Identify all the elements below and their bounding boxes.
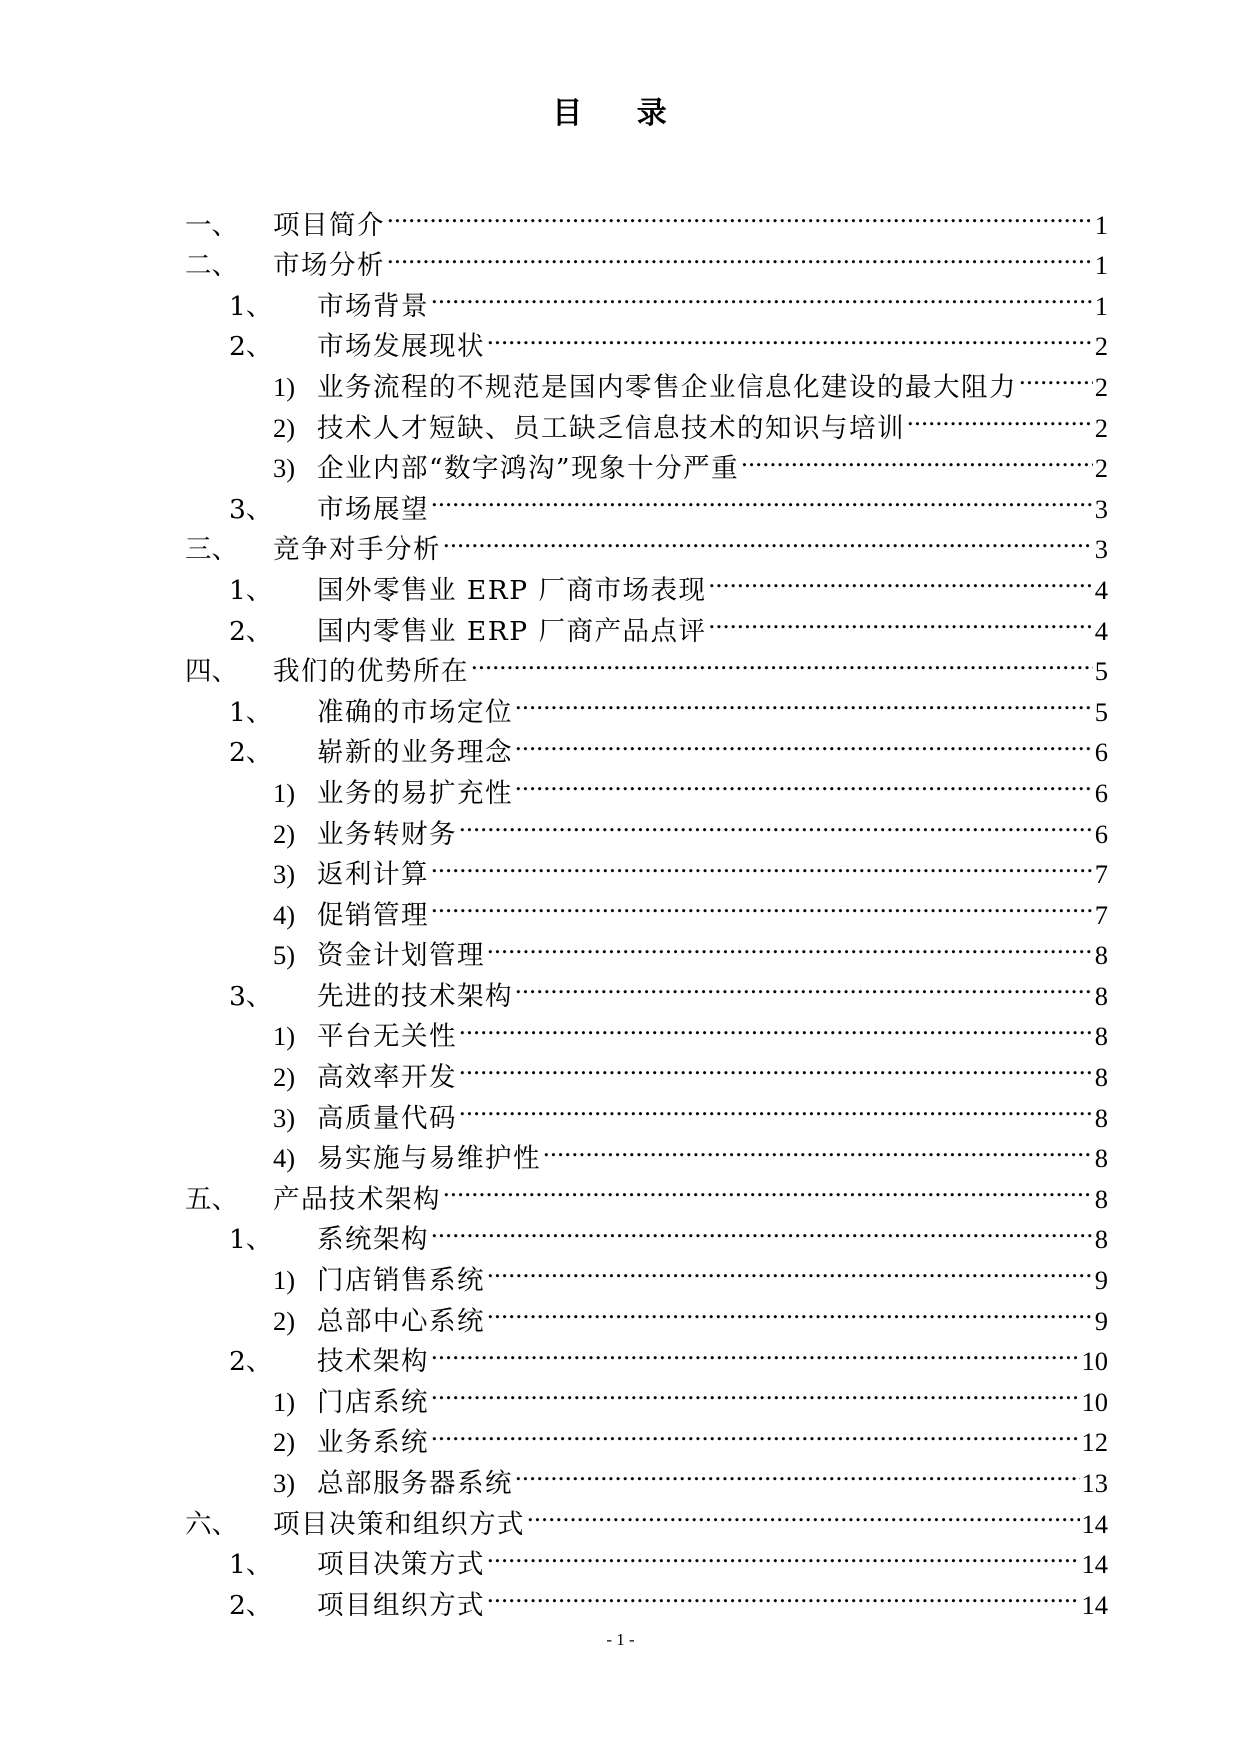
toc-dot-leader <box>387 193 1093 234</box>
toc-entry-title: 业务系统 <box>317 1427 429 1459</box>
toc-dot-leader <box>387 234 1093 275</box>
toc-entry-title: 总部服务器系统 <box>317 1468 513 1499</box>
toc-entry-number: 1、 <box>229 290 273 322</box>
toc-entry-title: 我们的优势所在 <box>273 656 469 688</box>
toc-entry-number: 2) <box>273 818 296 849</box>
toc-dot-leader <box>459 1005 1093 1046</box>
toc-entry-title: 技术人才短缺、员工缺乏信息技术的知识与培训 <box>317 412 905 444</box>
toc-entry-title: 平台无关性 <box>317 1021 457 1053</box>
toc-entry-page-number: 1 <box>1094 250 1108 281</box>
toc-entry-number: 1) <box>273 371 296 402</box>
toc-entry-page-number: 14 <box>1081 1508 1108 1539</box>
toc-entry-number: 1、 <box>229 1549 273 1581</box>
toc-dot-leader <box>431 1370 1080 1411</box>
toc-dot-leader <box>431 1411 1080 1452</box>
toc-entry-page-number: 6 <box>1094 737 1108 768</box>
toc-entry-number: 五、 <box>185 1183 238 1215</box>
toc-entry-page-number: 2 <box>1094 371 1108 402</box>
toc-dot-leader <box>515 721 1093 762</box>
toc-entry-page-number: 4 <box>1094 615 1108 646</box>
toc-entry-number: 一、 <box>185 209 238 241</box>
toc-entry-number: 3) <box>273 1468 296 1498</box>
toc-dot-leader <box>471 640 1093 681</box>
toc-dot-leader <box>431 1208 1093 1249</box>
toc-entry-number: 2、 <box>229 331 273 363</box>
toc-entry-number: 2) <box>273 1062 296 1093</box>
toc-dot-leader <box>543 1127 1093 1168</box>
toc-entry-page-number: 14 <box>1081 1549 1108 1580</box>
toc-entry-number: 2) <box>273 412 296 443</box>
toc-dot-leader <box>431 1330 1080 1371</box>
toc-entry-page-number: 8 <box>1094 980 1108 1011</box>
toc-entry-number: 1、 <box>229 696 273 728</box>
toc-entry-page-number: 6 <box>1094 818 1108 849</box>
toc-entry-title: 高质量代码 <box>317 1102 457 1134</box>
toc-entry-page-number: 3 <box>1094 493 1108 524</box>
toc-entry-number: 3、 <box>229 980 273 1012</box>
toc-entry-title: 业务的易扩充性 <box>317 777 513 809</box>
toc-entry-title: 技术架构 <box>317 1346 429 1378</box>
toc-entry-page-number: 9 <box>1094 1265 1108 1296</box>
toc-dot-leader <box>459 802 1093 843</box>
toc-entry-page-number: 8 <box>1094 1143 1108 1174</box>
toc-entry-title: 企业内部“数字鸿沟”现象十分严重 <box>317 453 740 485</box>
toc-entry-page-number: 1 <box>1094 209 1108 240</box>
toc-entry-number: 5) <box>273 940 296 971</box>
toc-entry-number: 1) <box>273 1265 296 1296</box>
toc-dot-leader <box>1019 355 1093 396</box>
toc-entry-number: 2、 <box>229 1346 273 1378</box>
toc-entry-title: 易实施与易维护性 <box>317 1143 541 1175</box>
toc-entry-page-number: 8 <box>1094 1062 1108 1093</box>
toc-entry-page-number: 8 <box>1094 1224 1108 1255</box>
toc-dot-leader <box>515 1451 1080 1492</box>
toc-entry-number: 2、 <box>229 1589 273 1621</box>
toc-entry-page-number: 8 <box>1094 1102 1108 1133</box>
toc-entry-title: 资金计划管理 <box>317 940 485 972</box>
toc-dot-leader <box>487 1573 1080 1614</box>
toc-entry-number: 3) <box>273 1102 296 1133</box>
toc-entry-title: 产品技术架构 <box>273 1183 441 1215</box>
toc-entry-page-number: 10 <box>1081 1346 1108 1377</box>
toc-entry-page-number: 7 <box>1094 859 1108 890</box>
toc-dot-leader <box>515 964 1093 1005</box>
toc-entry-page-number: 1 <box>1094 290 1108 321</box>
toc-entry-title: 准确的市场定位 <box>317 696 513 728</box>
toc-dot-leader <box>431 843 1093 884</box>
toc-dot-leader <box>515 761 1093 802</box>
toc-entry-title: 门店系统 <box>317 1386 429 1418</box>
toc-entry-title: 促销管理 <box>317 899 429 931</box>
toc-entry-number: 4) <box>273 1143 296 1174</box>
toc-entry-number: 1) <box>273 777 296 808</box>
toc-entry-title: 项目决策方式 <box>317 1549 485 1581</box>
toc-entry-number: 1、 <box>229 574 273 606</box>
toc-entry-page-number: 13 <box>1081 1468 1108 1498</box>
toc-entry-number: 四、 <box>185 656 238 688</box>
toc-dot-leader <box>487 924 1093 965</box>
page-number-footer: - 1 - <box>606 1630 635 1649</box>
toc-entry-title: 系统架构 <box>317 1224 429 1256</box>
toc-dot-leader <box>741 437 1093 478</box>
toc-entry-page-number: 6 <box>1094 777 1108 808</box>
toc-dot-leader <box>431 274 1093 315</box>
toc-entry-title: 国外零售业 ERP 厂商市场表现 <box>317 574 707 606</box>
toc-dot-leader <box>443 1167 1093 1208</box>
toc-entry-number: 2、 <box>229 615 273 647</box>
toc-entry-title: 项目决策和组织方式 <box>273 1508 525 1540</box>
toc-entry-page-number: 2 <box>1094 453 1108 484</box>
toc-entry-number: 2) <box>273 1427 296 1458</box>
toc-entry-title: 先进的技术架构 <box>317 980 513 1012</box>
toc-entry-number: 六、 <box>185 1508 238 1540</box>
toc-dot-leader <box>443 518 1093 559</box>
toc-dot-leader <box>708 599 1092 640</box>
toc-dot-leader <box>907 396 1093 437</box>
toc-entry-number: 2) <box>273 1305 296 1336</box>
toc-dot-leader <box>487 1533 1080 1574</box>
toc-entry-title: 市场背景 <box>317 290 429 322</box>
toc-entry-number: 二、 <box>185 250 238 282</box>
toc-dot-leader <box>431 477 1093 518</box>
toc-entry-title: 国内零售业 ERP 厂商产品点评 <box>317 615 707 647</box>
toc-entry-page-number: 8 <box>1094 940 1108 971</box>
toc-entry-page-number: 8 <box>1094 1183 1108 1214</box>
toc-dot-leader <box>515 680 1093 721</box>
toc-entry-title: 高效率开发 <box>317 1062 457 1094</box>
toc-dot-leader <box>459 1045 1093 1086</box>
toc-entry[interactable] <box>185 193 1108 241</box>
toc-entry-page-number: 7 <box>1094 899 1108 930</box>
toc-entry-page-number: 2 <box>1094 412 1108 443</box>
toc-entry-title: 市场展望 <box>317 493 429 525</box>
toc-entry-page-number: 10 <box>1081 1386 1108 1417</box>
toc-entry-page-number: 4 <box>1094 574 1108 605</box>
toc-entry-title: 业务流程的不规范是国内零售企业信息化建设的最大阻力 <box>317 371 1017 403</box>
toc-entry-title: 业务转财务 <box>317 818 457 850</box>
toc-entry-page-number: 14 <box>1081 1589 1108 1620</box>
toc-entry-number: 3、 <box>229 493 273 525</box>
toc-entry-title: 竞争对手分析 <box>273 534 441 566</box>
toc-entry-number: 3) <box>273 859 296 890</box>
toc-entry-page-number: 9 <box>1094 1305 1108 1336</box>
page-title: 目 录 <box>552 96 689 131</box>
toc-entry-number: 1、 <box>229 1224 273 1256</box>
toc-entry-page-number: 5 <box>1094 656 1108 687</box>
toc-entry-page-number: 2 <box>1094 331 1108 362</box>
toc-dot-leader <box>708 558 1092 599</box>
toc-entry-number: 1) <box>273 1386 296 1417</box>
toc-entry-title: 崭新的业务理念 <box>317 737 513 769</box>
toc-dot-leader <box>487 315 1093 356</box>
toc-entry-page-number: 12 <box>1081 1427 1108 1458</box>
toc-entry-title: 返利计算 <box>317 859 429 891</box>
toc-entry-number: 4) <box>273 899 296 930</box>
toc-entry-title: 市场发展现状 <box>317 331 485 363</box>
toc-entry-title: 项目组织方式 <box>317 1589 485 1621</box>
toc-dot-leader <box>527 1492 1080 1533</box>
toc-entry-number: 三、 <box>185 534 238 566</box>
toc-dot-leader <box>487 1248 1093 1289</box>
toc-entry-title: 市场分析 <box>273 250 385 282</box>
table-of-contents <box>185 193 1108 1621</box>
toc-dot-leader <box>487 1289 1093 1330</box>
toc-entry-page-number: 8 <box>1094 1021 1108 1052</box>
toc-dot-leader <box>459 1086 1093 1127</box>
toc-entry-title: 总部中心系统 <box>317 1305 485 1337</box>
toc-entry-page-number: 5 <box>1094 696 1108 727</box>
toc-entry-number: 1) <box>273 1021 296 1052</box>
toc-dot-leader <box>431 883 1093 924</box>
toc-entry-page-number: 3 <box>1094 534 1108 565</box>
toc-entry-number: 3) <box>273 453 296 484</box>
toc-entry-title: 项目简介 <box>273 209 385 241</box>
toc-entry-number: 2、 <box>229 737 273 769</box>
toc-entry-title: 门店销售系统 <box>317 1265 485 1297</box>
